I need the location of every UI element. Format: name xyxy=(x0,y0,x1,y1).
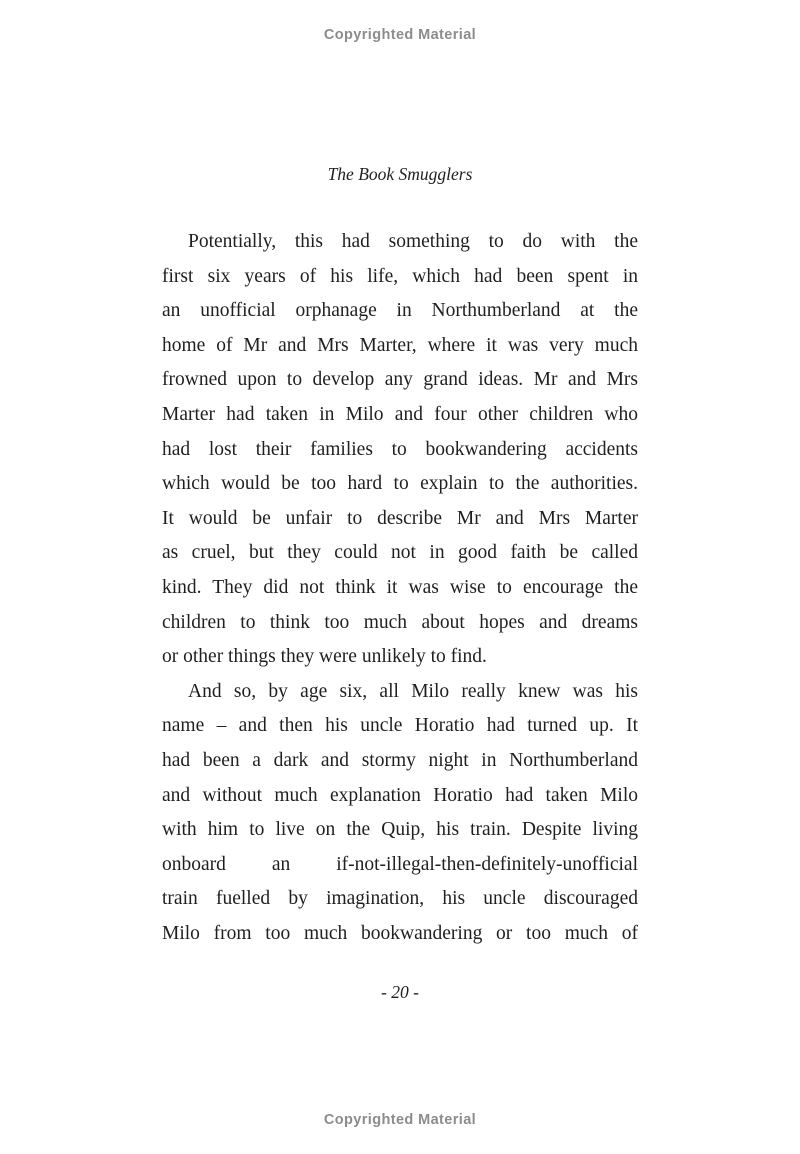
paragraph-2 xyxy=(162,675,638,952)
text-line: It would be unfair to describe Mr and Mrs Marter xyxy=(162,507,638,529)
text-line: which would be too hard to explain to the authorities. xyxy=(162,473,638,495)
text-line: as cruel, but they could not in good faith be called xyxy=(162,542,638,564)
text-line: had been a dark and stormy night in Northumberland xyxy=(162,749,638,771)
running-header: The Book Smugglers xyxy=(327,164,473,184)
text-line: And so, by age six, all Milo really knew was his xyxy=(188,680,638,702)
text-line: an unofficial orphanage in Northumberland at the xyxy=(162,300,638,322)
text-line: Potentially, this had something to do with the xyxy=(188,231,638,252)
body-text xyxy=(162,225,638,951)
text-line: Marter had taken in Milo and four other children who xyxy=(162,403,638,425)
text-line: name – and then his uncle Horatio had turned up. It xyxy=(162,715,638,737)
text-line: had lost their families to bookwandering accidents xyxy=(162,438,638,460)
text-line: train fuelled by imagination, his uncle discouraged xyxy=(162,888,638,910)
text-line: onboard an if-not-illegal-then-definitely-unofficial xyxy=(162,853,638,875)
text-line: children to think too much about hopes and dreams xyxy=(162,611,638,633)
copyright-notice-bottom: Copyrighted Material xyxy=(323,1112,477,1128)
paragraph-1 xyxy=(162,225,638,675)
text-line: frowned upon to develop any grand ideas. Mr and Mrs xyxy=(162,369,638,391)
text-line: home of Mr and Mrs Marter, where it was very much xyxy=(162,334,638,356)
text-line: first six years of his life, which had been spent in xyxy=(162,265,638,287)
text-line: and without much explanation Horatio had taken Milo xyxy=(162,784,638,806)
page-number: - 20 - xyxy=(381,982,419,1002)
text-line: with him to live on the Quip, his train. Despite living xyxy=(162,819,638,841)
text-line: or other things they were unlikely to find. xyxy=(162,646,487,668)
copyright-notice-top: Copyrighted Material xyxy=(323,27,477,43)
text-line: Milo from too much bookwandering or too much of xyxy=(162,922,638,944)
text-line: kind. They did not think it was wise to encourage the xyxy=(162,576,638,598)
